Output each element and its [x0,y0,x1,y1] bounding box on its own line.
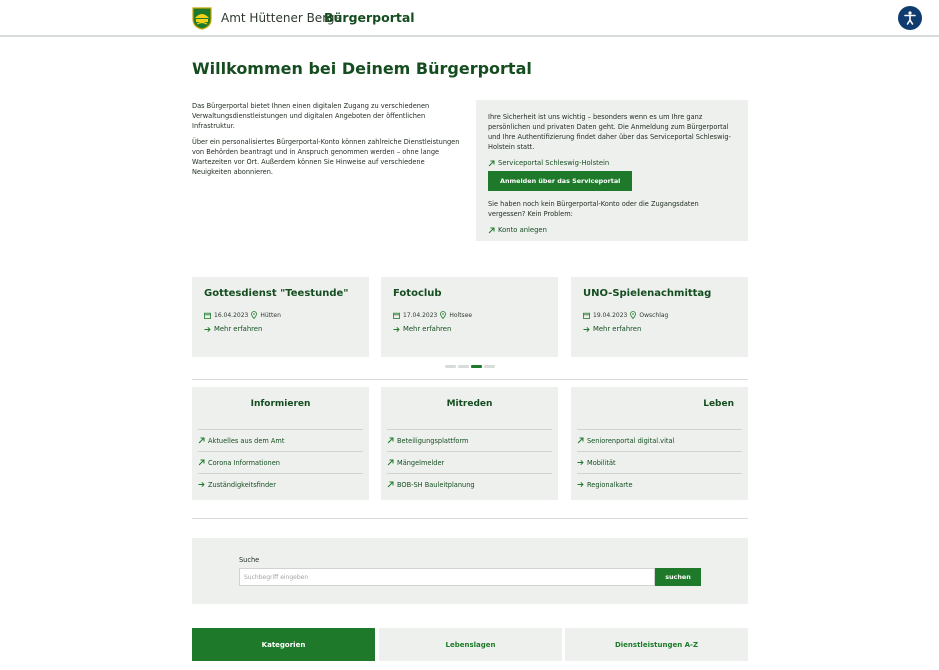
calendar-icon [583,312,590,319]
event-place: Hütten [260,311,281,319]
category-link-label: Regionalkarte [587,480,633,489]
event-more-link[interactable] [583,325,736,333]
category-link-label: Beteiligungsplattform [397,436,469,445]
event-place: Owschlag [639,311,669,319]
serviceportal-link[interactable] [488,159,736,167]
calendar-icon [204,312,211,319]
category-panels [192,387,748,500]
category-link[interactable] [577,429,742,451]
category-link-label: Aktuelles aus dem Amt [208,436,285,445]
tab-kategorien[interactable]: Kategorien [192,628,375,661]
events-carousel [192,277,748,357]
external-link-icon [488,227,495,234]
intro-paragraph-1: Das Bürgerportal bietet Ihnen einen digitalen Zugang zu verschiedenen Verwaltungsdienstleistungen und digitalen Angeboten der öffentlichen Infrastruktur. [192,102,430,130]
event-more-label: Mehr erfahren [214,325,263,333]
category-link[interactable] [387,473,552,495]
carousel-dot-active[interactable] [471,365,482,368]
intro-paragraph-2: Über ein personalisiertes Bürgerportal-Konto können zahlreiche Dienstleistungen von Behörden beantragt und in Anspruch genommen werden – ohne lange Wartezeiten vor Ort. Außerdem können Sie Hinweise auf verschiedene Neuigkeiten abonnieren. [192,138,460,176]
arrow-right-icon [583,326,590,333]
arrow-right-icon [393,326,400,333]
external-link-icon [198,459,205,466]
external-link-icon [198,437,205,444]
brand-title[interactable]: Bürgerportal [324,10,415,25]
category-link[interactable] [387,451,552,473]
category-link[interactable] [577,473,742,495]
divider [192,518,748,519]
external-link-icon [577,437,584,444]
external-link-icon [387,481,394,488]
login-info-text: Ihre Sicherheit ist uns wichtig – besonders wenn es um Ihre ganz persönlichen und privaten Daten geht. Die Anmeldung zum Bürgerportal und Ihre Authentifizierung findet daher über das Serviceportal Schleswig-Holstein statt. [488,113,731,151]
external-link-icon [387,459,394,466]
carousel-dot[interactable] [458,365,469,368]
brand-subtitle[interactable]: Amt Hüttener Berge [221,11,342,25]
category-link-label: Zuständigkeitsfinder [208,480,276,489]
arrow-right-icon [198,481,205,488]
divider [192,379,748,380]
event-more-link[interactable] [393,325,546,333]
carousel-dot[interactable] [484,365,495,368]
category-link-label: BOB-SH Bauleitplanung [397,480,475,489]
location-pin-icon [630,311,636,319]
arrow-right-icon [577,459,584,466]
event-date: 16.04.2023 [214,311,249,319]
accessibility-button[interactable] [898,6,922,30]
event-title[interactable]: Gottesdienst "Teestunde" [204,288,349,299]
event-title[interactable]: Fotoclub [393,288,442,299]
create-account-label: Konto anlegen [498,226,547,234]
event-card[interactable] [571,277,748,357]
event-card[interactable] [192,277,369,357]
accessibility-icon [902,10,918,26]
location-pin-icon [440,311,446,319]
search-input[interactable] [239,568,655,586]
event-title[interactable]: UNO-Spielenachmittag [583,288,712,299]
page-title: Willkommen bei Deinem Bürgerportal [192,59,532,78]
coat-of-arms-icon[interactable] [192,7,212,30]
external-link-icon [488,160,495,167]
serviceportal-link-label: Serviceportal Schleswig-Holstein [498,159,610,167]
category-mitreden [381,387,558,500]
event-meta [204,311,357,319]
login-button[interactable]: Anmelden über das Serviceportal [488,171,632,191]
event-meta [583,311,736,319]
event-more-label: Mehr erfahren [403,325,452,333]
intro-text [192,101,464,177]
no-account-text: Sie haben noch kein Bürgerportal-Konto oder die Zugangsdaten vergessen? Kein Problem: [488,200,699,218]
category-link[interactable] [387,429,552,451]
event-more-link[interactable] [204,325,357,333]
carousel-dot[interactable] [445,365,456,368]
category-title: Mitreden [446,399,493,409]
search-panel [192,538,748,604]
category-link-label: Corona Informationen [208,458,280,467]
create-account-link[interactable] [488,226,736,234]
category-title: Leben [703,399,734,409]
calendar-icon [393,312,400,319]
tab-lebenslagen[interactable]: Lebenslagen [379,628,562,661]
category-informieren [192,387,369,500]
location-pin-icon [251,311,257,319]
login-panel [476,100,748,241]
event-card[interactable] [381,277,558,357]
external-link-icon [387,437,394,444]
tab-dienstleistungen[interactable]: Dienstleistungen A-Z [565,628,748,661]
event-date: 19.04.2023 [593,311,628,319]
top-bar [0,0,939,37]
search-label: Suche [239,556,260,564]
category-link[interactable] [198,451,363,473]
category-link-label: Mobilität [587,458,616,467]
category-title: Informieren [250,399,311,409]
search-button[interactable]: suchen [655,568,701,586]
event-date: 17.04.2023 [403,311,438,319]
category-link-label: Seniorenportal digital.vital [587,436,675,445]
arrow-right-icon [204,326,211,333]
event-more-label: Mehr erfahren [593,325,642,333]
category-link-label: Mängelmelder [397,458,445,467]
navigation-tabs [192,628,748,661]
carousel-pagination [445,365,495,368]
category-link[interactable] [577,451,742,473]
category-link[interactable] [198,473,363,495]
event-meta [393,311,546,319]
arrow-right-icon [577,481,584,488]
category-leben [571,387,748,500]
category-link[interactable] [198,429,363,451]
event-place: Holtsee [449,311,473,319]
